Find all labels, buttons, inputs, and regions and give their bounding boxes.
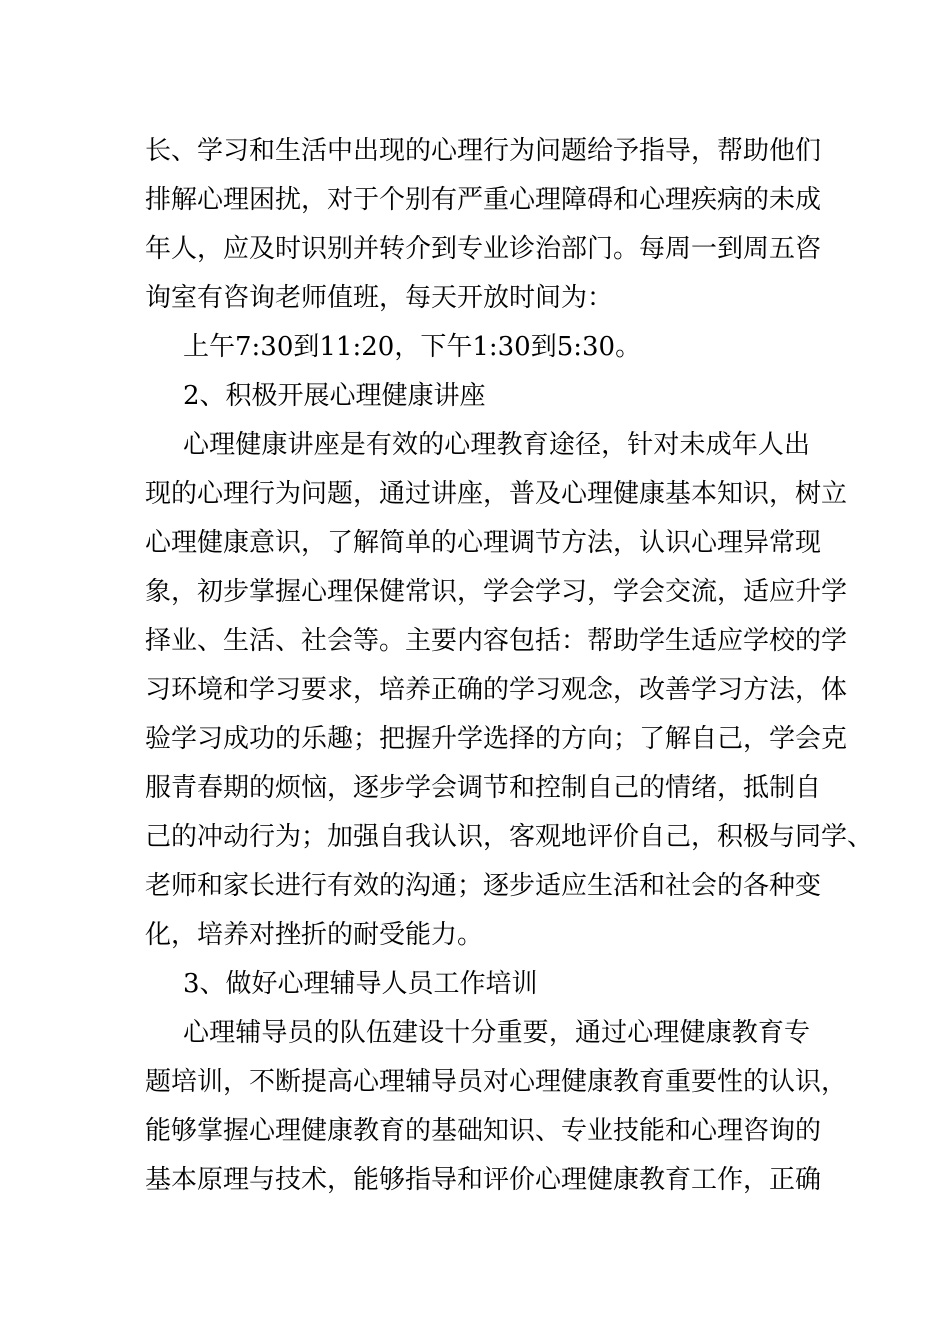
text-line: 年人，应及时识别并转介到专业诊治部门。每周一到周五咨 [145, 234, 822, 264]
text-line: 己的冲动行为；加强自我认识，客观地评价自己，积极与同学、 [145, 822, 874, 852]
text-line: 习环境和学习要求，培养正确的学习观念，改善学习方法，体 [145, 675, 848, 705]
section-heading: 3、做好心理辅导人员工作培训 [183, 969, 538, 999]
text-line: 基本原理与技术，能够指导和评价心理健康教育工作，正确 [145, 1165, 822, 1195]
text-line: 题培训，不断提高心理辅导员对心理健康教育重要性的认识， [145, 1067, 848, 1097]
text-line: 象，初步掌握心理保健常识，学会学习，学会交流，适应升学 [145, 577, 848, 607]
text-line: 长、学习和生活中出现的心理行为问题给予指导，帮助他们 [145, 136, 822, 166]
text-line: 服青春期的烦恼，逐步学会调节和控制自己的情绪，抵制自 [145, 773, 822, 803]
text-line: 心理健康讲座是有效的心理教育途径，针对未成年人出 [183, 430, 810, 460]
section-heading: 2、积极开展心理健康讲座 [183, 381, 486, 411]
text-line: 能够掌握心理健康教育的基础知识、专业技能和心理咨询的 [145, 1116, 822, 1146]
text-line: 上午7:30到11:20，下午1:30到5:30。 [183, 332, 642, 362]
text-line: 现的心理行为问题，通过讲座，普及心理健康基本知识，树立 [145, 479, 848, 509]
text-line: 心理辅导员的队伍建设十分重要，通过心理健康教育专 [183, 1018, 810, 1048]
text-line: 验学习成功的乐趣；把握升学选择的方向；了解自己，学会克 [145, 724, 848, 754]
document-body [145, 127, 874, 1205]
text-line: 化，培养对挫折的耐受能力。 [145, 920, 484, 950]
text-line: 心理健康意识，了解简单的心理调节方法，认识心理异常现 [145, 528, 822, 558]
text-line: 排解心理困扰，对于个别有严重心理障碍和心理疾病的未成 [145, 185, 822, 215]
text-line: 择业、生活、社会等。主要内容包括：帮助学生适应学校的学 [145, 626, 848, 656]
text-line: 询室有咨询老师值班，每天开放时间为： [145, 283, 614, 313]
text-line: 老师和家长进行有效的沟通；逐步适应生活和社会的各种变 [145, 871, 822, 901]
